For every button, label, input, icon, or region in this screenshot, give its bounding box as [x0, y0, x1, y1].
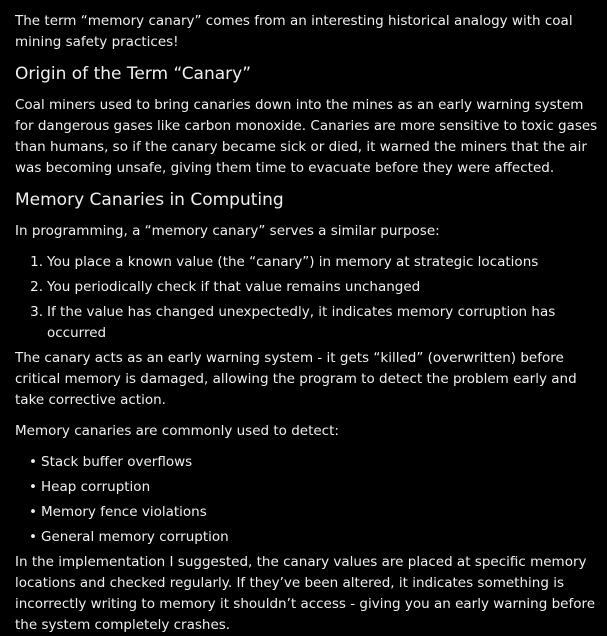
- list-item: [15, 527, 599, 548]
- section-heading-computing: Memory Canaries in Computing: [15, 190, 284, 210]
- list-item-text: Memory fence violations: [41, 504, 207, 520]
- list-number: 2.: [30, 279, 43, 295]
- bullet-icon: •: [29, 454, 37, 470]
- steps-list: [15, 252, 599, 344]
- list-item-text: You place a known value (the “canary”) in memory at strategic locations: [47, 254, 539, 270]
- detect-list: [15, 452, 599, 548]
- section-heading-origin: Origin of the Term “Canary”: [15, 64, 252, 84]
- list-item-text: Heap corruption: [41, 479, 151, 495]
- list-item-text: Stack buffer overflows: [41, 454, 193, 470]
- list-item: [15, 452, 599, 473]
- list-item-text: You periodically check if that value remains unchanged: [47, 279, 421, 295]
- list-item: [15, 277, 599, 298]
- list-number: 1.: [30, 254, 43, 270]
- detect-lead: Memory canaries are commonly used to detect:: [15, 423, 339, 439]
- closing-paragraph: In the implementation I suggested, the canary values are placed at specific memory locations and checked regularly. If they’ve been altered, it indicates something is incorrectly writing to memory it shouldn’t access - giving you an early warning before the system completely crashes.: [15, 554, 596, 633]
- intro-paragraph: The term “memory canary” comes from an interesting historical analogy with coal mining safety practices!: [15, 13, 573, 50]
- after-steps-paragraph: The canary acts as an early warning system - it gets “killed” (overwritten) before critical memory is damaged, allowing the program to detect the problem early and take corrective action.: [15, 350, 577, 408]
- list-item: [15, 302, 599, 344]
- computing-lead: In programming, a “memory canary” serves a similar purpose:: [15, 223, 440, 239]
- list-item-text: General memory corruption: [41, 529, 229, 545]
- bullet-icon: •: [29, 504, 37, 520]
- list-item-text: If the value has changed unexpectedly, it indicates memory corruption has occurred: [47, 304, 556, 341]
- origin-paragraph: Coal miners used to bring canaries down into the mines as an early warning system for dangerous gases like carbon monoxide. Canaries are more sensitive to toxic gases than humans, so if the canary became sick or died, it warned the miners that the air was becoming unsafe, giving them time to evacuate before they were affected.: [15, 97, 598, 176]
- list-item: [15, 252, 599, 273]
- list-number: 3.: [30, 304, 43, 320]
- bullet-icon: •: [29, 479, 37, 495]
- list-item: [15, 477, 599, 498]
- list-item: [15, 502, 599, 523]
- bullet-icon: •: [29, 529, 37, 545]
